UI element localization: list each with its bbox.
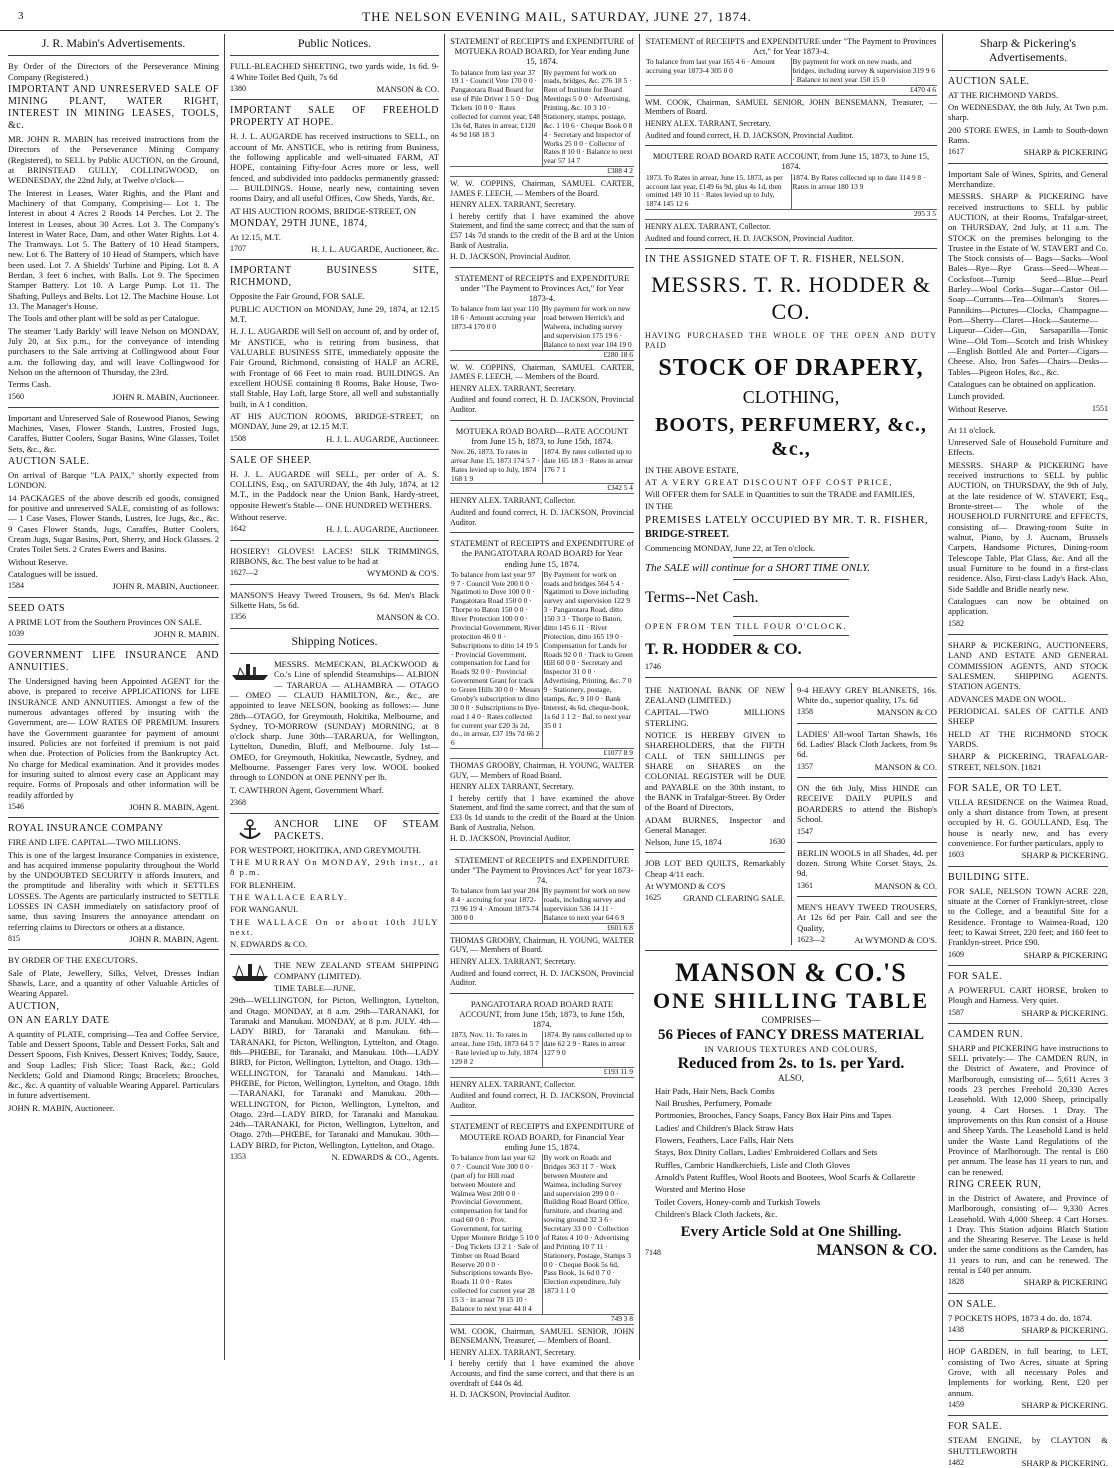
statement-auditor: H. D. JACKSON, Provincial Auditor. [450,834,571,844]
ad-signature: MANSON & CO. [874,880,937,891]
statement-debit: 1873. To Rates in arrear, June 15, 1873, as per account last year, £149 6s 9d, plus 4s 1d, then omitted 149 10 11 · Rates levied up to July, 1874 145 12 6 [645,174,791,210]
ad-signature: MANSON & CO. [874,761,937,772]
ad-body: H. J. L. AUGARDE will SELL, per order of A. S. COLLINS, Esq., on SATURDAY, the 4th July, 1874, at 12 M.T., in the Paddock near the Union Bank, Hardy-street, opposite Hewett's Stable— ONE HUNDRED WETHERS. [230,468,439,510]
statement-auditor: Audited and found correct, H. D. JACKSON, Provincial Auditor. [450,395,634,414]
ad-number: 1603 [948,850,964,860]
ad-number: 1625 [645,893,661,903]
ad-signature: H. J. L. AUGARDE, Auctioneer, &c. [311,244,439,255]
ad-signature: ADAM BURNES, Inspector and General Manager. [645,814,785,835]
section-heading: J. R. Mabin's Advertisements. [41,36,186,50]
ad-body: NOTICE IS HEREBY GIVEN to SHAREHOLDERS, that the FIFTH CALL of TEN SHILLINGS per SHARE on SHARES on the COLONIAL REGISTER will be DUE and PAYABLE on the 30th instant, to the BANK in Trafalgar-Street. By Order of the Board of Directors, [645,730,785,813]
ad-number: 1587 [948,1007,964,1017]
statement-motueka [450,36,634,262]
ad-number: 1380 [230,84,246,94]
ad-body: 9-4 HEAVY GREY BLANKETS, 16s. White do., superior quality, 17s. 6d [797,684,937,706]
ad-note: HELD AT THE RICHMOND STOCK YARDS. [948,728,1108,749]
ad-subtitle: AUCTION, [8,1000,60,1012]
anchor-icon [230,819,270,841]
ad-body: The Tools and other plant will be sold as per Catalogue. [8,313,200,324]
statement-certification: I hereby certify that I have examined the above Statement, and find the same correct, and that the sum of £33 0s 1d stands to the credit of the Board at the Union Bank of Australia, Nelson. [450,793,634,832]
ad-place: AT HIS AUCTION ROOMS, BRIDGE-STREET, on MONDAY, June 29, at 12.15 M.T. [230,410,439,432]
ad-number: 7148 [645,1248,661,1258]
ad-route: FOR WESTPORT, HOKITIKA, AND GREYMOUTH. [230,844,421,855]
statement-auditor: Audited and found correct, H. D. JACKSON, Provincial Auditor. [450,968,634,988]
ad-title: FOR SALE. [948,970,1002,982]
ad-body: On arrival of Barque "LA PAIX," shortly expected from LONDON. [8,470,219,491]
column-rule [639,34,640,1360]
ad-every-article: Every Article Sold at One Shilling. [680,1224,902,1241]
ad-title: Important and Unreserved Sale of Rosewood Pianos, Sewing Machines, Vases, Flower Stands, Lustres, Frosted Jugs, Caraffes, Butter Coolers, Sugar Basins, Wine Glasses, Toilet Sets, &c., &c. [8,412,219,454]
ad-body: A POWERFUL CART HORSE, broken to Plough and Harness. Very quiet. [948,984,1108,1006]
statement-secretary: HENRY ALEX. TARRANT, Secretary. [645,119,771,129]
ad-body: H. J. L. AUGARDE will Sell on account of, and by order of, Mr ANSTICE, who is retiring from business, that VALUABLE BUSINESS SITE, immediately opposite the Fair Ground, Richmond, consisting of HALF an ACRE, with Frontage of 66 Feet to main road. BUILDINGS. An excellent HOUSE containing 8 Rooms, Bake House, Two-stall Stable, Hay Loft, large Store, all well and substantially built, in A 1 condition. [230,326,439,409]
ad-number: 1627—2 [230,568,258,578]
hodder-advertisement [645,254,937,672]
ad-terms: Terms--Net Cash. [645,589,759,607]
statement-credit: By Payment for work on roads and bridges 564 5 4 · Ngatimoti to Dove including survey and supervision 122 9 3 · Pangatotara Road, ditto 150 3 3 · Thorpe to Baton, ditto 145 6 11 · River Protection, ditto 165 19 0 · Compensation for Lands for Roads 92 0 0 · Track to Green Hill 60 0 0 · Secretary and Inspector 31 0 0 · Advertising, Printing, &c. 7 0 9 · Stationery, postage, stamps, &c. 9 10 0 · Bank Interest, 4s 6d, cheque-book, 1s 6d 1 1 2 · Bal. to next year 35 0 1 [543,569,633,730]
statement-debit: To balance from last year 62 0 7 · Council Vote 300 0 0 · (part of) for Hill road between Moutere and Walmea West 200 0 0 · Provincial Government, compensation for land for road 60 0 0 · Prov. Government, for tarring Upper Moutere Bridge 5 10 0 · Dog Tickets 13 2 1 · Sale of Timber on Road Board Reserve 20 0 0 · Subscriptions towards Bye-Roads 11 0 0 · Rates collected for current year 28 15 3 · in arrear 78 15 10 · Balance to next year 44 0 4 [450,1154,542,1314]
ad-signature: SHARP & PICKERING [1023,147,1108,158]
ad-title: Important Sale of Wines, Spirits, and General Merchandize. [948,168,1108,189]
ad-number: 1039 [8,628,24,638]
section-heading: Sharp & Pickering's Advertisements. [979,36,1077,65]
ad-body: VILLA RESIDENCE on the Waimea Road, only a short distance from Town, at present occupied by H. G. GOULLAND, Esq. The house is nearly new, and has every convenience. For further particulars, apply to [948,796,1108,849]
statement-auditor: Audited and found correct, H. D. JACKSON, Provincial Auditor. [645,130,854,140]
ad-signature: JOHN R. MABIN. [154,628,219,639]
ad-clothing: CLOTHING, [742,386,840,407]
statement-secretary: HENRY ALEX. TARRANT, Secretary. [450,383,576,393]
ad-subtitle: CAPITAL—TWO MILLIONS STERLING. [645,707,785,728]
ad-number: 1551 [1092,403,1108,413]
column-public-notices [230,34,439,1360]
ad-item-list [655,1086,937,1219]
ad-signature: SHARP & PICKERING. [1021,1007,1108,1018]
statement-credit: By payment for work on roads, bridges, &c. 276 18 5 · Rent of Institute for Board Meetings 5 0 0 · Advertising, Printing, &c. 10 3 10 · Stationery, stamps, postage, &c. 1 10 6 · Cheque Book 0 8 4 · Secretary and Inspector of Works 25 0 0 · Collector of Rates 8 10 0 · Balance to next year 57 14 7 [543,67,633,166]
ad-premises: PREMISES LATELY OCCUPIED BY MR. T. R. FISHER, [645,513,929,526]
ad-date: MONDAY, 29TH JUNE, 1874, [230,217,368,229]
list-item: Ruffles, Cambric Handkerchiefs, Lisle and Cloth Gloves [655,1159,851,1170]
ad-body: 29th—WELLINGTON, for Picton, Wellington, Lyttelton, and Otago. MONDAY, at 8 a.m. 29th—TARANAKI, for Taranaki and Manukau. MONDAY, at 8 p.m. JULY. 4th—LADY BIRD, for Taranaki and Manukau. 6th—TARANAKI, for Picton, Wellington, Lyttelton, and Otago. 8th—PHŒBE, for Taranaki, and Manukau. 10th—LADY BIRD, for Picton, Wellington, Lyttelton, and Otago. 13th—WELLINGTON, for Taranaki and Manukau. 14th—PHŒBE, for Picton, Wellington, Lyttelton, and Otago. 18th—TARANAKI, for Taranaki and Manukau. 20th—WELLINGTON, for Picton, Wellington, Lyttelton, and Otago. 23rd—LADY BIRD, for Taranaki and Manukau. 24th—TARANAKI, for Picton, Wellington, Lyttelton, and Otago. 27th—PHŒBE, for Taranaki and Manukau. 30th—LADY BIRD, for Picton, Wellington, Lyttelton, and Otago. [230,995,439,1150]
ad-number: 1358 [797,707,813,717]
ad-signature: MANSON & CO. [376,84,439,95]
ad-number: 1459 [948,1399,964,1409]
statement-title: STATEMENT of RECEIPTS and EXPENDITURE under "The Payment to Provinces Act," for Year 1873-4. [645,36,937,57]
ad-signature: SHARP & PICKERING [1023,949,1108,960]
statement-debit: To balance from last year 37 19 1 · Council Vote 170 0 0 · Pangatotara Road Board for use of Pile Driver 1 5 0 · Dog Tickets 10 0 0 · Rates collected for current year, £48 13s 6d, Rates in arrear, £120 4s 9d 168 18 3 [450,69,542,167]
ad-date: PUBLIC AUCTION on MONDAY, June 29, 1874, at 12.15 M.T. [230,303,439,325]
ad-subtitle: FIRE AND LIFE. CAPITAL—TWO MILLIONS. [8,837,181,848]
ad-signature: SHARP & PICKERING. [1021,1325,1108,1335]
ad-offer: Will OFFER them for SALE in Quantities to suit the TRADE and FAMILIES, [645,489,915,500]
statement-members: W. W. COPPINS, Chairman, SAMUEL CARTER, JAMES F. LEECH, — Members of the Board. [450,362,634,382]
ad-note: Catalogues can be obtained on application. [948,378,1096,389]
statement-certification: I hereby certify that I have examined the above Statement, and find the same correct; and that the sum of £57 14s 7d stands to the credit of the B ard at the Union Bank of Australia. [450,211,634,250]
statement-credit: 1874. By Rates collected up to date 114 9 8 · Rates in arrear 180 13 9 [792,172,926,191]
statement-members: THOMAS GROOBY, Chairman, H. YOUNG, WALTER GUY, — Members of Board. [450,935,634,955]
ad-number: 1357 [797,761,813,771]
ad-title: Sale of Plate, Jewellery, Silks, Velvet, Dresses Indian Shawls, Lace, and a quantity of other Valuable Articles of Wearing Apparel. [8,967,219,999]
ad-fancy-dress: 56 Pieces of FANCY DRESS MATERIAL [658,1026,924,1043]
ad-number: 1361 [797,880,813,890]
ad-title: THE NEW ZEALAND STEAM SHIPPING COMPANY (LIMITED). [274,960,439,981]
ad-number: 1560 [8,391,24,401]
statement-debit: To balance from last year 204 8 4 · accruing for year 1872-73 96 19 4 · Amount 1873-74 300 0 0 [450,887,542,923]
statement-total: £193 11 9 [450,1067,634,1077]
small-ads-row [645,683,937,946]
list-item: Stays, Box Dinity Collars, Ladies' Embroidered Collars and Sets [655,1147,878,1158]
statement-title: MOUTERE ROAD BOARD RATE ACCOUNT, from June 15, 1873, to June 15, 1874. [652,151,930,172]
statement-auditor: H. D. JACKSON, Provincial Auditor. [450,252,571,262]
ad-date: On WEDNESDAY, the 8th July, At Two p.m. sharp. [948,102,1108,123]
ad-note: PERIODICAL SALES OF CATTLE AND SHEEP [948,705,1108,727]
ad-body: 200 STORE EWES, in Lamb to South-down Rams. [948,124,1108,146]
statement-debit: To balance from last year 97 9 7 · Council Vote 200 0 0 · Ngatimoti to Dove 100 0 0 · Pangatotara Road 150 0 0 · Thorpe to Baton 150 0 0 · River Protection 100 0 0 · Provincial Government, River protection 46 0 0 · Subscriptions to ditto 14 19 5 · Provincial Government, compensation for Land for Roads 92 0 0 · Provincial Government Grant for track to Green Hills 30 0 0 · Messrs Grooby's subscription to ditto 30 0 0 · Subscriptions to Bye-road 1 4 0 · Rates collected for current year £20 3s 2d, do., in arrear, £37 19s 7d 66 2 6 [451,569,541,748]
ad-in-the: IN THE [645,501,673,512]
statement-total: 749 3 8 [450,1314,634,1324]
ad-route: FOR BLENHEIM. [230,879,296,890]
newspaper-title: THE NELSON EVENING MAIL, SATURDAY, JUNE 27, 1874. [362,9,752,24]
ad-firm: SHARP & PICKERING, AUCTIONEERS, LAND AND ESTATE AND GENERAL COMMISSION AGENTS, AND STOCK SALESMEN. SHIPPING AGENTS. STATION AGENTS. [948,640,1108,692]
statement-auditor: H. D. JACKSON, Provincial Auditor. [450,1390,571,1400]
ad-subtitle: AUCTION SALE. [8,456,90,468]
ad-body: The Interest in Leases, Water Rights, and the Plant and Machinery of that Company, Comprising— Lot 1. The Interest in about 4 Acres 2 Roods 14 Perches. Lot 2. The Interest in Leases, about 30 Acres. Lot 3. The Company's Interest in Water Race, Dam, and other Water Rights. Lot 4. The Tramways. Lot 5. The Battery of 10 Head Stampers, new. Lot 6. The Battery of 10 Head of Stampers, which have been used. Lot 7. A Shields' Turbine and Piping. Lot 8. A Berdan, 3 feet 6 inches, with Balls. Lot 9. The Specimen Stamper Battery. Lot 10. A Large Pump. Lot 11. The Shafting, Pulleys and Belts. Lot 12. The Machine House. Lot 13. The Manager's House. [8,187,219,312]
ad-body: JOB LOT BED QUILTS, Remarkably Cheap 4/11 each. [645,858,785,879]
ad-body: 14 PACKAGES of the above describ ed goods, consigned for positive and unreserved SALE, consisting of as follows:— 1 Case Vases, Flower Stands, Lustres, Ice Jugs, &c., &c. 9 Cases Flower Stands, Jugs, Caraffes, Butter Coolers, Cream Jugs, Sugar Basins, Port, Sherry, and Hock Glasses. 2 Crates Toilet Sets. 2 Crates Ewers and Basins. [8,492,219,555]
statement-debit: To balance from last year 165 4 6 · Amount accruing year 1873-4 305 0 0 [645,58,791,85]
ad-note: Catalogues will be issued. [8,568,98,579]
list-item: Children's Black Cloth Jackets, &c. [655,1208,778,1219]
ad-street: BRIDGE-STREET. [645,528,730,540]
statement-collector: HENRY ALEX. TARRANT, Collector. [450,496,576,506]
ad-title: AUCTION SALE. [948,75,1030,87]
ad-number: 1547 [797,827,813,837]
statement-credit: By work on Roads and Bridges 363 11 7 · Work between Moutere and Waimea, including Survey and supervision 299 0 0 · Building Road Board Office, furniture, and clearing and sowing ground 32 3 6 · Secretary 33 0 0 · Collection of Rates 4 10 0 · Advertising and Printing 10 7 11 · Stationery, Postage, Stamps 3 0 0 · Cheque Book 5s 6d, Pass Book, 1s 6d 0 7 0 · Election expenditure, July 1873 1 1 0 [543,1153,632,1296]
ad-short-time: The SALE will continue for a SHORT TIME ONLY. [645,562,871,575]
ad-note: Without reserve. [230,512,287,523]
ad-note: GRAND CLEARING SALE. [683,893,785,904]
ad-signature: MANSON & CO. [376,612,439,623]
ad-discount: AT A VERY GREAT DISCOUNT OFF COST PRICE, [645,476,893,487]
ad-note: ADVANCES MADE ON WOOL. [948,693,1066,704]
statement-pangatotara [450,538,634,844]
ad-body: HOSIERY! GLOVES! LACES! SILK TRIMMINGS, RIBBONS, &c. The best value to be had at [230,545,439,567]
list-item: Nail Brushes, Perfumery, Pomade [655,1098,772,1109]
list-item: Hair Pads, Hair Nets, Back Combs [655,1085,775,1096]
ad-body: MESSRS. McMECKAN, BLACKWOOD & Co.'s Line of splendid Steamships— ALBION — TARARUA — ALHAMBRA — OTAGO — OMEO — CLAUD HAMILTON, &c., &c., are appointed to leave NELSON, booking as follows:— June 28th—OTAGO, for Greymouth, Hokitika, Melbourne, and Sydney, TO-MORROW (SUNDAY) MORNING, at 8 o'clock sharp. June 30th—TARARUA, for Wellington, Lyttelton, Dunedin, Bluff, and Melbourne. July 1st—OMEO, for Greymouth, Hokitika, Newcastle, Sydney, and Melbourne. Passenger Fares very low. WOOL booked through to LONDON at ONE PENNY per lb. [230,658,439,783]
list-item: Arnold's Patent Ruffles, Wool Boots and Bootees, Wool Scarfs & Collarette [655,1172,916,1183]
ad-stock-title: STOCK OF DRAPERY, [658,355,924,382]
ad-place: Nelson, June 15, 1874 [645,837,722,848]
list-item: Worsted and Merino Hose [655,1184,746,1195]
statement-total: £601 6 8 [450,923,634,933]
statement-total: £388 4 2 [450,167,634,177]
statement-pangatotara-rates [450,999,634,1111]
ad-title: RING CREEK RUN, [948,1178,1042,1190]
ad-signature: JOHN R. MABIN, Auctioneer. [112,581,219,592]
ad-subtitle: Opposite the Fair Ground, FOR SALE. [230,291,365,302]
ad-subtitle: TIME TABLE—JUNE. [274,983,356,994]
ad-title: FOR SALE. [948,1421,1002,1433]
ad-number: 2368 [230,798,246,808]
ad-time: At 12.15, M.T. [230,231,281,242]
ad-body: MR. JOHN R. MABIN has received instructions from the Directors of the Perseverance Mining Company (Registered), to SELL by Public AUCTION, on the Ground, at BRINSTEAD GULLY, COLLINGWOOD, on WEDNESDAY, the 22nd July, at Twelve o'clock— [8,134,219,186]
statement-title: STATEMENT of RECEIPTS and EXPENDITURE of MOUTERE ROAD BOARD, for Financial Year ending June 15, 1874. [450,1121,634,1152]
section-heading: Shipping Notices. [291,633,378,648]
ad-body: The steamer 'Lady Barkly' will leave Nelson on MONDAY, July 20, at Six p.m., for the conveyance of intending purchasers to the Sale arriving at Collingwood about Four a.m. the following day, and will leave Collingwood for Nelson on the afternoon of Thursday, the 23rd. [8,325,219,377]
ad-number: 1630 [769,837,785,847]
ad-signature: T. R. HODDER & CO. [645,640,802,658]
ad-intro: By Order of the Directors of the Perseverance Mining Company (Registered.) [8,61,219,82]
ad-reduced: Reduced from 2s. to 1s. per Yard. [677,1054,905,1072]
column-rule [444,34,445,1360]
ad-purchase: HAVING PURCHASED THE WHOLE OF THE OPEN AND DUTY PAID [645,330,937,350]
statement-title: STATEMENT of RECEIPTS and EXPENDITURE of MOTUEKA ROAD BOARD, for Year ending June 15, 1874. [450,36,634,67]
list-item: Flowers, Feathers, Lace Falls, Hair Nets [655,1135,794,1146]
ad-title: FOR SALE, OR TO LET. [948,782,1062,794]
statement-members: THOMAS GROOBY, Chairman, H. YOUNG, WALTER GUY, — Members of Road Board. [450,761,634,780]
ad-number: 1828 [948,1277,964,1287]
ad-signature: H. J. L. AUGARDE, Auctioneer. [326,433,439,444]
ad-body: A PRIME LOT from the Southern Provinces ON SALE. [8,616,202,627]
ad-body: MEN'S HEAVY TWEED TROUSERS, At 12s 6d per Pair. Call and see the Quality, [797,902,937,933]
ad-boots: BOOTS, PERFUMERY, &c., &c., [655,413,927,460]
ad-estate: IN THE ASSIGNED STATE OF T. R. FISHER, NELSON. [645,254,905,266]
column-rule [942,34,943,1360]
statement-total: £342 5 4 [450,484,634,494]
statement-title: STATEMENT of RECEIPTS and EXPENDITURE under "The Payment to Provinces Act" for year 1873-74. [450,854,634,886]
ad-body: MESSRS. SHARP & PICKERING have received instructions to SELL by public AUCTION, on THURSDAY, the 9th of July, at the late residence of W. STAVERT, Esq., Bronte-street— The whole of the HOUSEHOLD FURNITURE and EFFECTS, consisting of— Drawing-room Suite in walnut, Piano, by J. Aucnam, Brussels Carpets, Handsome Pictures, Dining-room Telescope Table, Plat Glass, &c. And all the usual Furniture to be found in a first-class residence. Also, First-class Lady's Hack. Also, Side Saddle and Bridle nearly new. [948,459,1108,594]
ad-signature: H. J. L. AUGARDE, Auctioneer. [326,524,439,535]
ad-signature: SHARP & PICKERING. [1021,850,1108,861]
statement-auditor: Audited and found correct, H. D. JACKSON, Provincial Auditor. [450,1091,634,1110]
ad-signature: SHARP & PICKERING, TRAFALGAR-STREET, NELSON. [1821 [948,751,1108,772]
statement-credit: 1874. By rates collected up to date 62 2 9 · Rates in arrear 127 9 0 [543,1030,632,1058]
column-mabin [8,34,219,1360]
ad-number: 1508 [230,433,246,443]
ad-place: AT HIS AUCTION ROOMS, BRIDGE-STREET, ON [230,205,417,216]
ad-title: IMPORTANT AND UNRESERVED SALE OF MINING PLANT, WATER RIGHT, INTEREST IN MINING LEASES, TOOLS, &c. [8,84,219,132]
page-number: 3 [18,10,24,22]
ad-hours: OPEN FROM TEN TILL FOUR O'CLOCK. [645,620,848,631]
ad-route: FOR WANGANUI. [230,904,299,915]
ad-number: 815 [8,934,20,944]
ad-title: ANCHOR LINE OF STEAM PACKETS. [274,818,439,842]
ad-number: 1353 [230,1152,246,1162]
statement-secretary: HENRY ALEX TARRANT, Secretary. [450,782,574,792]
ad-subtitle: ON AN EARLY DATE [8,1014,110,1026]
ad-time: At 11 o'clock. [948,424,996,435]
ad-signature: MANSON & CO. [816,1242,937,1260]
ad-signature: N. EDWARDS & CO. [230,939,308,950]
list-item: Ladies' and Children's Black Straw Hats [655,1122,794,1133]
column-rule [224,34,225,1360]
ad-title: BUILDING SITE. [948,871,1030,883]
ad-estate-note: IN THE ABOVE ESTATE, [645,464,739,475]
statement-collector: HENRY ALEX. TARRANT, Collector. [450,1079,576,1089]
ad-body: A quantity of PLATE, comprising—Tea and Coffee Service, Table and Dessert Spoons, Table and Dessert Forks, Salt and Dessert Spoons, Fish Knives, Dessert Knives; Toddy, Sauce, and Soup Ladles; Fish Slice; Toast Rack, &c.; Gold Necklets; Gold and Diamond Rings; Bracelets; Brooches, &c., &c. A quantity of valuable Wearing Apparel. Particulars in future advertisement. [8,1028,219,1101]
statement-total: £470 4 6 [645,86,937,96]
statement-secretary: HENRY ALEX. TARRANT, Secretary. [450,956,576,966]
ad-body: BERLIN WOOLS in all Shades, 4d. per dozen. Strong White Corset Stays, 2s. 9d. [797,847,937,879]
ad-body: The Undersigned having been Appointed AGENT for the above, is prepared to receive APPLICATIONS for LIFE INSURANCE AND ANNUITIES. Amongst a few of the numerous advantages offered by insuring with the Government, are— LOW RATES OF PREMIUM. Insurers have the Government guarantee for payment of amount insured. Policies are not forfeited if premium is not paid when due. Protection of Policies from the Bankruptcy Act. No charge for Medical examination. And it provides modes for insuring suited to almost every case an Applicant may require. Forms of Proposals and other information will be readily afforded by [8,676,219,800]
statement-auditor: Audited and found correct, H. D. JACKSON, Provincial Auditor. [645,233,854,243]
ad-signature: SHARP & PICKERING [1023,1277,1108,1288]
ad-number: 1642 [230,524,246,534]
ad-signature: T. CAWTHRON Agent, Government Wharf. [230,784,384,795]
statement-moutere-rates [645,151,937,243]
ad-title: THE NATIONAL BANK OF NEW ZEALAND (LIMITED.) [645,684,785,706]
ad-note: Without Reserve. [948,403,1008,414]
ad-body: 7 POCKETS HOPS, 1873 4 do. do. 1874. [948,1312,1092,1323]
ad-signature: SHARP & PICKERING. [1021,1457,1108,1468]
ad-number: 1623—2 [797,934,825,944]
ad-signature: JOHN R. MABIN, Auctioneer. [8,1102,115,1113]
ad-signature: N. EDWARDS & CO., Agents. [331,1152,439,1163]
statement-title: MOTUEKA ROAD BOARD—RATE ACCOUNT from June 15 h, 1873, to June 15th, 1874. [455,425,629,446]
ad-body: HOP GARDEN, in full bearing, to LET, consisting of Two Acres, situate at Spring Grove, with all necessary Poles and Implements for working. Rent, £20 per annum. [948,1346,1108,1398]
ad-signature: JOHN R. MABIN, Auctioneer. [112,391,219,402]
ad-number: 1582 [948,619,964,629]
ad-number: 1746 [645,662,661,672]
ad-vessel: THE WALLACE On or about 10th JULY next. [230,916,439,937]
list-item: Portmonies, Brooches, Fancy Soaps, Fancy Box Hair Pins and Tapes [655,1110,892,1121]
ad-number: 1482 [948,1457,964,1467]
statement-total: 295 3 5 [645,210,937,220]
statement-collector: HENRY ALEX. TARRANT, Collector. [645,222,771,231]
ad-title: SALE OF SHEEP. [230,454,312,466]
ad-title: IMPORTANT SALE OF FREEHOLD PROPERTY AT HOPE. [230,105,439,129]
ad-firm: MESSRS. T. R. HODDER & CO. [651,272,931,324]
ad-signature: MANSON & CO [876,707,937,718]
ad-number: 1546 [8,801,24,811]
column-hodder-manson [645,34,937,1360]
ad-intro: BY ORDER OF THE EXECUTORS. [8,955,138,966]
ad-title: ROYAL INSURANCE COMPANY [8,823,164,835]
ad-signature: WYMOND & CO'S. [367,568,439,579]
statement-pangatotara-provinces [450,855,634,988]
ad-title: GOVERNMENT LIFE INSURANCE AND ANNUITIES. [8,650,219,674]
ad-body: ON the 6th July, Miss HINDE can RECEIVE DAILY PUPILS and BOARDERS to attend the Bishop's School. [797,782,937,824]
statement-credit: By payment for work on new roads, and bridges, including survey & supervision 319 9 6 · Balance to next year 150 15 0 [792,57,935,85]
ad-body: SHARP and PICKERING have instructions to SELL privately:— The CAMDEN RUN, in the District of Awatere, and Province of Marlborough, consisting of— 5,611 Acres 3 roods 23 perches Freehold 20,330 Acres Leasehold. With 12,000 Sheep, principally young. 4 Cart Horses. 1 Dray. The improvements on this Run consist of a House and Sheep Yards. The Leasehold Land is held under the Waste Land Regulations of the Province of Marlborough. The rental is £60 per annum. The lease has 11 years to run, and can be renewed. [948,1042,1108,1177]
ad-number: 1707 [230,244,246,254]
ad-number: 1584 [8,581,24,591]
ad-vessel: THE MURRAY On MONDAY, 29th inst., at 8 p.m. [230,856,439,878]
ad-also: ALSO, [778,1073,804,1084]
ad-number: 1609 [948,949,964,959]
ad-firm: MANSON & CO.'S [675,958,907,988]
ad-title: IMPORTANT BUSINESS SITE, RICHMOND, [230,265,439,289]
ad-vessel: THE WALLACE EARLY. [230,891,348,902]
ad-note: Without Reserve. [8,556,68,567]
list-item: Toilet Covers, Honey-comb and Turkish Towels [655,1196,821,1207]
ad-body: STEAM ENGINE, by CLAYTON & SHUTTLEWORTH [948,1435,1108,1456]
ad-number: 1356 [230,612,246,622]
ad-body: in the District of Awatere, and Province of Marlborough, consisting of— 9,330 Acres Leasehold. With 4,000 Sheep. 4 Cart Horses. 1 Dray. This Station adjoins Blatch Station and the Shearing Reserve. The Lease is held under the same conditions as the Camden, has 11 years to run, and can be renewed. The rental is £40 per annum. [948,1192,1108,1276]
ad-textures: IN VARIOUS TEXTURES AND COLOURS, [704,1043,878,1054]
steamship-icon [230,659,270,681]
statement-moutere [450,1121,634,1399]
statement-title: PANGATOTARA ROAD BOARD RATE ACCOUNT, from June 15th, 1873, to June 15th, 1874. [459,998,625,1030]
ad-note: Catalogues can now be obtained on application. [948,595,1108,617]
ad-comprises: COMPRISES— [761,1014,821,1025]
ad-note: Lunch provided. [948,391,1005,402]
ad-body: This is one of the largest Insurance Companies in existence, and has acquired immense popularity throughout the World by the UNDOUBTED SECURITY it affords Insurers, and the promptitude and liberality with which it SETTLES LOSSES. The Agents are particularly instructed to SETTLE LOSSES IN CASH immediately on satisfactory proof of same, thus saving Insurers the annoyance attendant on referring claims to Directors or others at a distance. [8,849,219,932]
ad-signature: SHARP & PICKERING. [1021,1399,1108,1410]
statement-members: W. W. COPPINS, Chairman, SAMUEL CARTER, JAMES F. LEECH, — Members of the Board. [450,179,634,198]
statement-certification: I hereby certify that I have examined the above Accounts, and find the same correct, and that there is an overdraft of £44 0s 4d. [450,1359,634,1388]
ad-place: AT THE RICHMOND YARDS. [948,89,1059,100]
ad-terms: Terms Cash. [8,379,51,390]
ad-title: CAMDEN RUN. [948,1028,1023,1040]
statement-secretary: HENRY ALEX. TARRANT, Secretary. [450,200,576,210]
statement-secretary: HENRY ALEX. TARRANT, Secretary. [450,1347,576,1357]
statement-total: £280 18 6 [450,350,634,360]
statement-motueka-rates [450,426,634,528]
ad-signature: At WYMOND & CO'S. [854,934,937,945]
ad-signature: JOHN R. MABIN, Agent. [129,801,219,812]
ad-body: MANSON'S Heavy Tweed Trousers, 9s 6d. Men's Black Silkette Hats, 5s 6d. [230,589,439,610]
ad-signature: At WYMOND & CO'S [645,881,726,892]
column-sharp-pickering [948,34,1108,1468]
ad-number: 1617 [948,147,964,157]
statement-credit: By payment for work on new road between Herrick's and Walwera, including survey and supervision 175 19 6 · Balance to next year 104 19 0 [543,304,632,349]
section-heading: Public Notices. [297,36,372,50]
statement-debit: 1873, Nov. 11. To rates in arrear, June 15th, 1873 64 5 7 · Rate levied up to July, 1874 129 8 2 [450,1031,542,1067]
manson-advertisement [645,957,937,1260]
statement-motueka-provinces [450,273,634,415]
ad-signature: JOHN R. MABIN, Agent. [129,934,219,945]
statement-credit: 1874. By rates collected up to date 165 18 3 · Rates in arrear 176 7 1 [543,446,633,474]
ad-headline: ONE SHILLING TABLE [652,988,930,1014]
ad-title: ON SALE. [948,1298,997,1310]
statement-moutere-provinces [645,36,937,140]
ad-body: LADIES' All-wool Tartan Shawls, 16s 6d. Ladies' Black Cloth Jackets, from 9s 6d. [797,728,937,760]
ad-title: SEED OATS [8,602,66,614]
ad-commencing: Commencing MONDAY, June 22, at Ten o'clock. [645,542,816,553]
steamship-icon [230,960,270,982]
statement-credit: By payment for work on new roads, including survey and supervision 536 14 11 · Balance to next year 64 6 9 [543,886,631,922]
column-road-board-statements [450,34,634,1400]
ad-body: MESSRS. SHARP & PICKERING have received instructions to SELL by public AUCTION, at their Rooms, Trafalgar-street, on THURSDAY, 2nd July, at 11 a.m. The STOCK on the premises belonging to the Trustee in the Estate of W. STAVERT and Co. The Stock consists of— Bags—Sacks—Wool Bales—Rye—Rye Grass—Seed—Wheat—Cocksfoot—Turnip Seed—Blue—Pearl Barley—Wool Corks—Sugar—Castor Oil—Soap—Currants—Tea—Oilman's Stores—Pannikins—Pictures—Clocks, Champagne—Port—Sherry—Claret—Hock—Sauterne—Liqueur—Cider—Gin, Sarsaparilla—Tonic Wine—Old Tom—Scotch and Irish Whiskey—English Bottled Ale and Porter—Cigars—Cheese. Also, Iron Safes—Chairs—Desks—Tables—Pigeon Holes, &c., &c. [948,191,1108,377]
ad-body: FULL-BLEACHED SHEETING, two yards wide, 1s 6d. 9-4 White Toilet Bed Quilt, 7s 6d [230,61,439,82]
statement-members: WM. COOK, Chairman, SAMUEL SENIOR, JOHN BENSEMANN, Treasurer, — Members of Board. [645,97,937,117]
statement-auditor: Audited and found correct, H. D. JACKSON, Provincial Auditor. [450,507,634,527]
ad-title: Unreserved Sale of Household Furniture and Effects. [948,437,1108,458]
statement-total: £1077 8 9 [450,749,634,759]
statement-debit: Nov. 26, 1873. To rates in arrear June 15, 1873 174 5 7 · Rates levied up to July, 1874 168 1 9 [450,448,542,484]
ad-body: FOR SALE, NELSON TOWN ACRE 228, situate at the Corner of Franklyn-street, close to the College, and a beautiful Site for a Residence. Frontage to Waimea-Road, 120 feet; to Kawai Street, 220 feet; and 160 feet to Franklyn-street. Price £90. [948,885,1108,948]
statement-title: STATEMENT of RECEIPTS and EXPENDITURE under "The Payment to Provinces Act," for Year 1873-4. [454,272,630,304]
statement-debit: To balance from last year 110 18 6 · Amount accruing year 1873-4 170 0 0 [450,305,542,350]
statement-members: WM. COOK, Chairman, SAMUEL SENIOR, JOHN BENSEMANN, Treasurer, — Members of Board. [450,1326,634,1346]
masthead [0,0,1114,31]
ad-number: 1438 [948,1325,964,1334]
ad-body: H. J. L. AUGARDE has received instructions to SELL, on account of Mr. ANSTICE, who is retiring from Business, the following applicable and well-situated FARM, AT HOPE, containing Fifty-four Acres more or less, well fenced, and subdivided into paddocks permanently grassed:— BUILDINGS. House, nearly new, containing seven rooms Dairy, and all useful Offices, Cow Sheds, Yards, &c. [230,131,439,204]
statement-title: STATEMENT of RECEIPTS and EXPENDITURE of the PANGATOTARA ROAD BOARD for Year ending June 15, 1874. [450,538,634,569]
